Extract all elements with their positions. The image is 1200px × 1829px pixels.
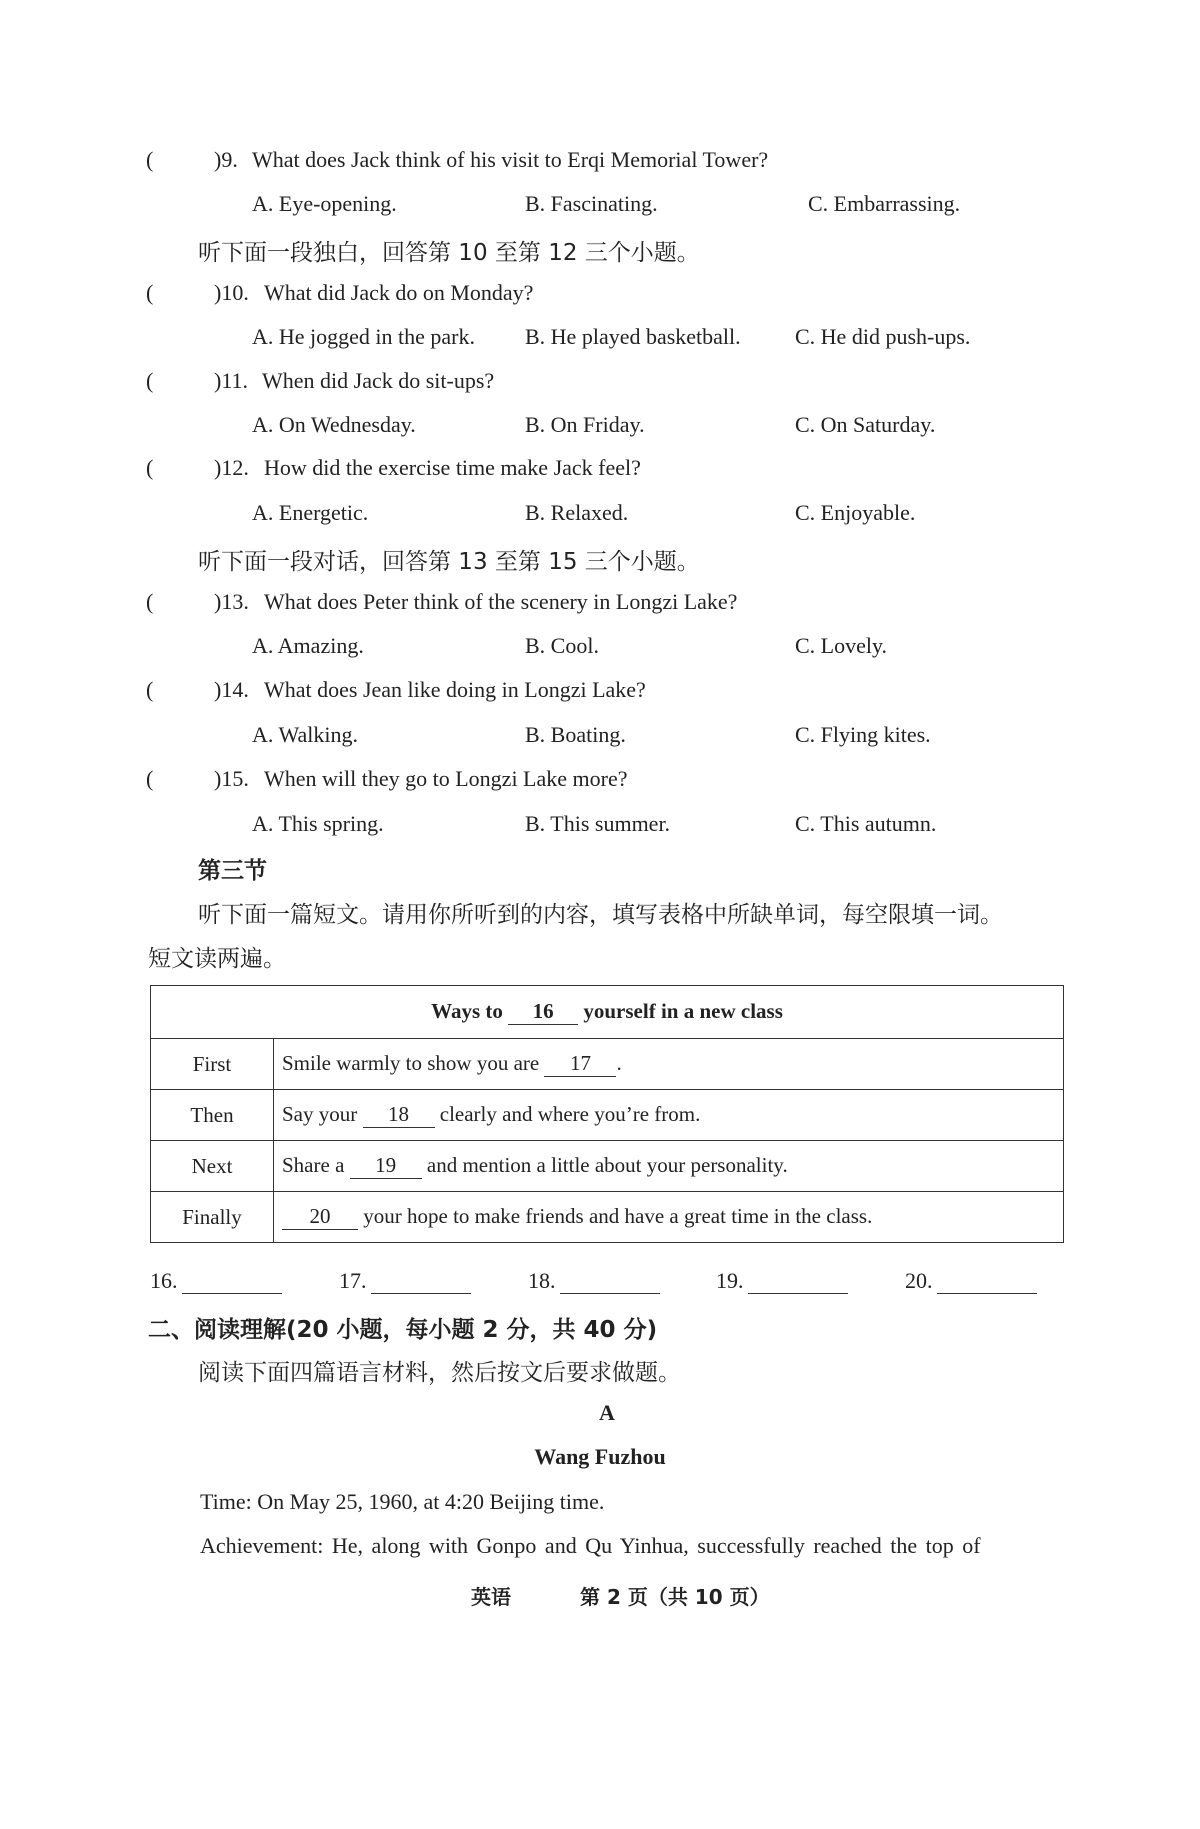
answer-line bbox=[182, 1273, 282, 1294]
row-label-next: Next bbox=[151, 1141, 274, 1192]
passage-achievement-line: Achievement: He, along with Gonpo and Qu Yinhua, successfully reached the top of bbox=[200, 1533, 981, 1558]
question-9-number: )9. bbox=[214, 147, 238, 172]
answer-18[interactable] bbox=[528, 1268, 660, 1294]
question-9-option-a: A. Eye-opening. bbox=[252, 191, 397, 216]
question-14-option-a: A. Walking. bbox=[252, 722, 358, 747]
question-10-text: What did Jack do on Monday? bbox=[264, 280, 534, 305]
row-text-post: . bbox=[616, 1051, 622, 1075]
row-label-finally: Finally bbox=[151, 1192, 274, 1243]
question-15-number: )15. bbox=[214, 766, 249, 791]
question-13-option-b: B. Cool. bbox=[525, 633, 599, 658]
ways-table bbox=[150, 985, 1064, 1243]
section-dialogue-instruction: 听下面一段对话，回答第 13 至第 15 三个小题。 bbox=[198, 549, 700, 575]
question-15-option-c: C. This autumn. bbox=[795, 811, 937, 836]
table-row bbox=[151, 1090, 1064, 1141]
table-row bbox=[151, 1039, 1064, 1090]
answer-paren-12: ( bbox=[146, 455, 154, 480]
answer-paren-9: ( bbox=[146, 147, 154, 172]
question-9-option-b: B. Fascinating. bbox=[525, 191, 658, 216]
question-9-option-c: C. Embarrassing. bbox=[808, 191, 961, 216]
table-row bbox=[151, 1192, 1064, 1243]
question-13-text: What does Peter think of the scenery in Longzi Lake? bbox=[264, 589, 738, 614]
answer-number: 19. bbox=[716, 1268, 744, 1293]
footer-page-number: 第 2 页（共 10 页） bbox=[580, 1585, 770, 1609]
question-12-option-b: B. Relaxed. bbox=[525, 500, 629, 525]
answer-number: 20. bbox=[905, 1268, 933, 1293]
table-row bbox=[151, 1141, 1064, 1192]
row-text-post: your hope to make friends and have a great time in the class. bbox=[363, 1204, 873, 1228]
reading-instruction: 阅读下面四篇语言材料，然后按文后要求做题。 bbox=[198, 1360, 681, 1386]
answer-paren-14: ( bbox=[146, 677, 154, 702]
answer-line bbox=[371, 1273, 471, 1294]
question-12-option-c: C. Enjoyable. bbox=[795, 500, 916, 525]
question-11-option-b: B. On Friday. bbox=[525, 412, 645, 437]
question-14-option-b: B. Boating. bbox=[525, 722, 626, 747]
answer-16[interactable] bbox=[150, 1268, 282, 1294]
reading-section-title: 二、阅读理解(20 小题，每小题 2 分，共 40 分) bbox=[148, 1317, 658, 1343]
passage-letter: A bbox=[599, 1400, 615, 1425]
question-15-option-a: A. This spring. bbox=[252, 811, 384, 836]
answer-paren-13: ( bbox=[146, 589, 154, 614]
question-11-text: When did Jack do sit-ups? bbox=[262, 368, 495, 393]
question-9-text: What does Jack think of his visit to Erqi Memorial Tower? bbox=[252, 147, 769, 172]
row-text-post: and mention a little about your personality. bbox=[426, 1153, 788, 1177]
question-10-number: )10. bbox=[214, 280, 249, 305]
blank-20: 20 bbox=[282, 1204, 358, 1230]
part3-instruction-line1: 听下面一篇短文。请用你所听到的内容，填写表格中所缺单词，每空限填一词。 bbox=[198, 902, 1003, 928]
blank-17: 17 bbox=[544, 1051, 616, 1077]
question-10-option-c: C. He did push-ups. bbox=[795, 324, 971, 349]
question-11-option-c: C. On Saturday. bbox=[795, 412, 936, 437]
answer-paren-10: ( bbox=[146, 280, 154, 305]
answer-20[interactable] bbox=[905, 1268, 1037, 1294]
question-13-option-a: A. Amazing. bbox=[252, 633, 364, 658]
answer-19[interactable] bbox=[716, 1268, 848, 1294]
footer-subject: 英语 bbox=[471, 1585, 511, 1609]
answer-paren-11: ( bbox=[146, 368, 154, 393]
part3-title: 第三节 bbox=[198, 858, 267, 884]
answer-line bbox=[748, 1273, 848, 1294]
row-text-pre: Share a bbox=[282, 1153, 345, 1177]
answer-number: 18. bbox=[528, 1268, 556, 1293]
question-12-option-a: A. Energetic. bbox=[252, 500, 369, 525]
row-content-finally bbox=[274, 1192, 1064, 1243]
part3-instruction-line2: 短文读两遍。 bbox=[148, 946, 286, 972]
row-content-first bbox=[274, 1039, 1064, 1090]
question-13-number: )13. bbox=[214, 589, 249, 614]
ways-table-header bbox=[151, 986, 1064, 1039]
answer-number: 17. bbox=[339, 1268, 367, 1293]
question-14-option-c: C. Flying kites. bbox=[795, 722, 931, 747]
row-text-pre: Smile warmly to show you are bbox=[282, 1051, 540, 1075]
answer-number: 16. bbox=[150, 1268, 178, 1293]
question-14-text: What does Jean like doing in Longzi Lake? bbox=[264, 677, 646, 702]
section-monologue-instruction: 听下面一段独白，回答第 10 至第 12 三个小题。 bbox=[198, 240, 700, 266]
answer-17[interactable] bbox=[339, 1268, 471, 1294]
question-10-option-a: A. He jogged in the park. bbox=[252, 324, 475, 349]
row-text-post: clearly and where you’re from. bbox=[439, 1102, 701, 1126]
row-content-next bbox=[274, 1141, 1064, 1192]
header-text-pre: Ways to bbox=[431, 999, 503, 1023]
blank-16: 16 bbox=[508, 999, 578, 1025]
row-label-first: First bbox=[151, 1039, 274, 1090]
answer-line bbox=[560, 1273, 660, 1294]
question-13-option-c: C. Lovely. bbox=[795, 633, 888, 658]
blank-19: 19 bbox=[350, 1153, 422, 1179]
question-14-number: )14. bbox=[214, 677, 249, 702]
question-15-text: When will they go to Longzi Lake more? bbox=[264, 766, 628, 791]
question-11-number: )11. bbox=[214, 368, 249, 393]
question-11-option-a: A. On Wednesday. bbox=[252, 412, 416, 437]
answer-paren-15: ( bbox=[146, 766, 154, 791]
question-12-text: How did the exercise time make Jack feel? bbox=[264, 455, 641, 480]
answer-line bbox=[937, 1273, 1037, 1294]
blank-18: 18 bbox=[363, 1102, 435, 1128]
row-text-pre: Say your bbox=[282, 1102, 358, 1126]
row-label-then: Then bbox=[151, 1090, 274, 1141]
passage-title: Wang Fuzhou bbox=[534, 1444, 666, 1469]
question-10-option-b: B. He played basketball. bbox=[525, 324, 741, 349]
passage-time-line: Time: On May 25, 1960, at 4:20 Beijing time. bbox=[200, 1489, 605, 1514]
question-15-option-b: B. This summer. bbox=[525, 811, 671, 836]
header-text-post: yourself in a new class bbox=[583, 999, 783, 1023]
row-content-then bbox=[274, 1090, 1064, 1141]
question-12-number: )12. bbox=[214, 455, 249, 480]
